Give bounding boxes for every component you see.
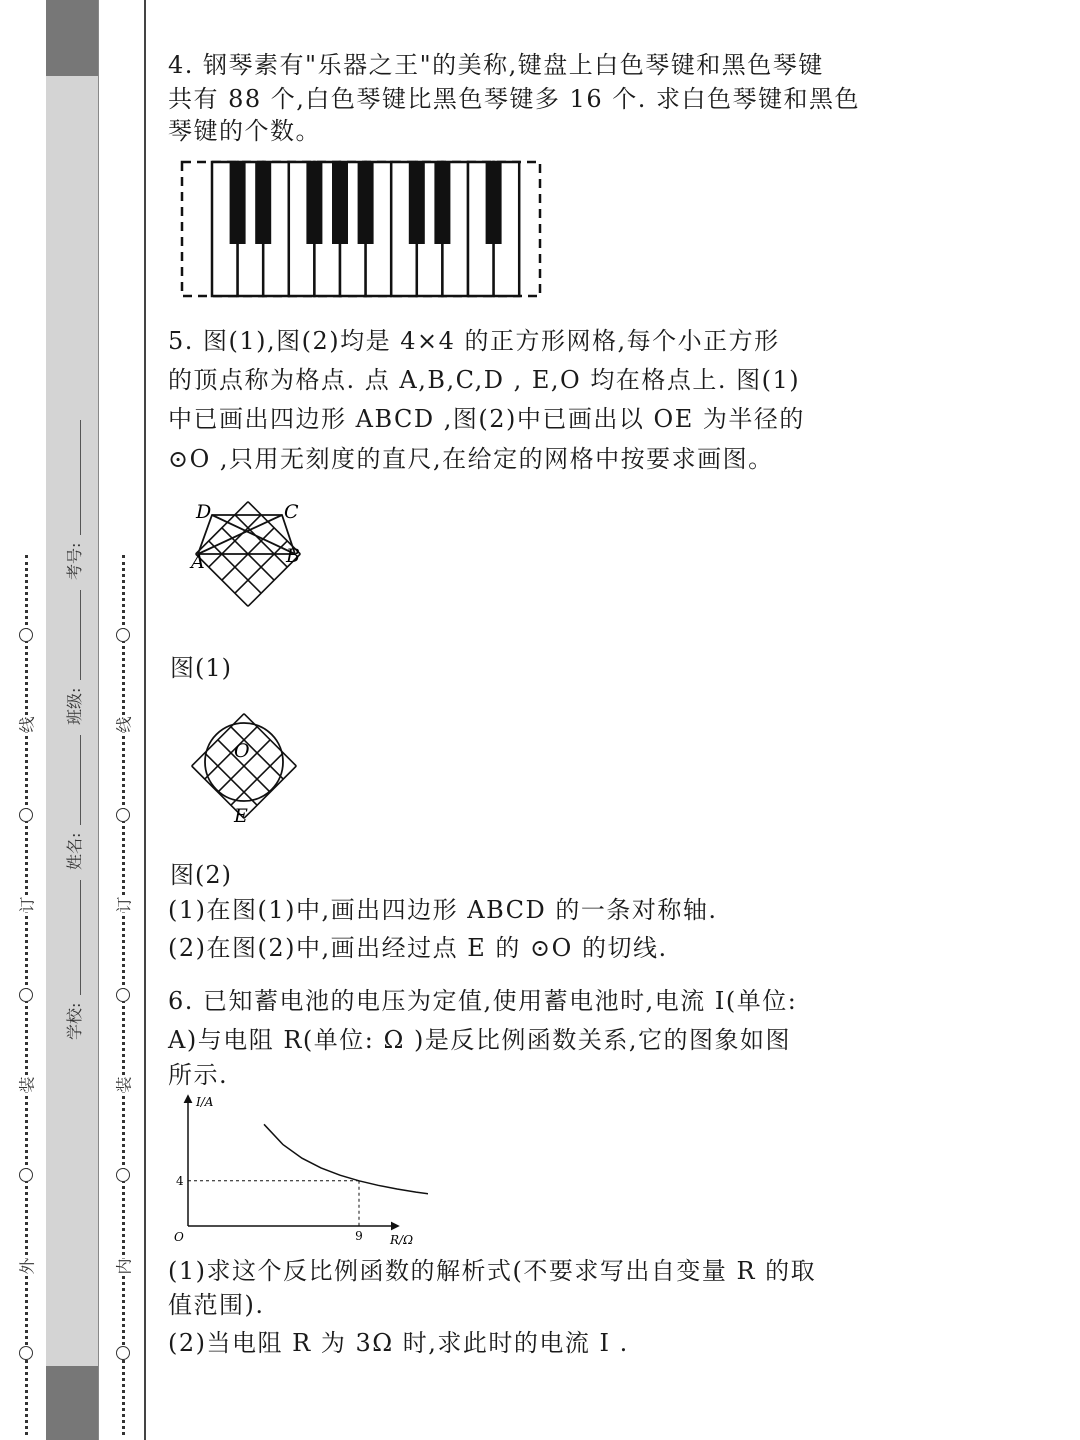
- q6-line-2: A)与电阻 R(单位: Ω )是反比例函数关系,它的图象如图: [168, 1026, 791, 1054]
- q6-line-1: 6. 已知蓄电池的电压为定值,使用蓄电池时,电流 I(单位:: [168, 987, 798, 1015]
- binding-hole: [116, 1346, 130, 1360]
- y-axis-label: I/A: [196, 1095, 214, 1109]
- q4-line-1: 4. 钢琴素有"乐器之王"的美称,键盘上白色琴键和黑色琴键: [168, 51, 824, 79]
- point-e-label: E: [234, 805, 248, 827]
- q5-line-1: 5. 图(1),图(2)均是 4×4 的正方形网格,每个小正方形: [168, 327, 780, 355]
- q5-line-4: ⊙O ,只用无刻度的直尺,在给定的网格中按要求画图。: [168, 445, 774, 473]
- q6-sub-2: (2)当电阻 R 为 3Ω 时,求此时的电流 I .: [168, 1329, 629, 1357]
- black-key: [332, 162, 348, 244]
- name-field-line[interactable]: [80, 735, 81, 825]
- x-axis-label: R/Ω: [390, 1233, 414, 1247]
- q6-sub-1-line-1: (1)求这个反比例函数的解析式(不要求写出自变量 R 的取: [168, 1257, 817, 1285]
- exam-number-field-label: 考号:: [65, 542, 84, 580]
- x-tick-label: 9: [355, 1229, 363, 1243]
- black-key: [306, 162, 322, 244]
- binding-hole: [116, 628, 130, 642]
- q6-sub-1-line-2: 值范围).: [168, 1291, 265, 1319]
- name-field-label: 姓名:: [65, 832, 84, 870]
- binding-hole: [19, 988, 33, 1002]
- y-tick-label: 4: [176, 1173, 184, 1188]
- black-key: [486, 162, 502, 244]
- q6-line-3: 所示.: [168, 1061, 229, 1089]
- q4-line-3: 琴键的个数。: [168, 117, 321, 145]
- binding-hole: [116, 988, 130, 1002]
- point-c-label: C: [284, 501, 299, 523]
- inner-char: 线: [112, 716, 135, 732]
- exam-number-field-line[interactable]: [80, 420, 81, 535]
- inner-char: 内: [112, 1258, 135, 1274]
- outer-char: 装: [15, 1076, 38, 1092]
- black-key: [434, 162, 450, 244]
- black-key: [255, 162, 271, 244]
- piano-keyboard-figure: [178, 158, 546, 300]
- inverse-proportion-curve: [264, 1124, 428, 1194]
- class-field-line[interactable]: [80, 590, 81, 680]
- binding-edge-right: [144, 0, 146, 1440]
- black-key: [358, 162, 374, 244]
- binding-hole: [19, 1346, 33, 1360]
- point-d-label: D: [196, 501, 212, 523]
- q4-line-2: 共有 88 个,白色琴键比黑色琴键多 16 个. 求白色琴键和黑色: [168, 85, 860, 113]
- outer-char: 订: [15, 896, 38, 912]
- binding-hole: [19, 628, 33, 642]
- binding-hole: [116, 808, 130, 822]
- outer-char: 线: [15, 716, 38, 732]
- q5-line-3: 中已画出四边形 ABCD ,图(2)中已画出以 OE 为半径的: [168, 405, 805, 433]
- figure-1-grid: [170, 474, 326, 634]
- inverse-proportion-chart: [168, 1088, 428, 1248]
- figure-1-caption: 图(1): [170, 654, 232, 682]
- binding-hole: [19, 808, 33, 822]
- class-field-label: 班级:: [65, 687, 84, 725]
- binding-hole: [116, 1168, 130, 1182]
- binding-hole: [19, 1168, 33, 1182]
- q5-sub-1: (1)在图(1)中,画出四边形 ABCD 的一条对称轴.: [168, 896, 718, 924]
- outer-char: 外: [15, 1258, 38, 1274]
- figure-2-caption: 图(2): [170, 861, 232, 889]
- origin-label: O: [174, 1230, 184, 1244]
- binding-strip-top-block: [46, 0, 98, 76]
- q5-line-2: 的顶点称为格点. 点 A,B,C,D , E,O 均在格点上. 图(1): [168, 366, 801, 394]
- inner-char: 装: [112, 1076, 135, 1092]
- binding-edge-mid: [98, 0, 99, 1440]
- circle-o: [205, 723, 283, 801]
- binding-strip-bottom-block: [46, 1366, 98, 1440]
- point-a-label: A: [191, 551, 205, 573]
- black-key: [409, 162, 425, 244]
- inner-char: 订: [112, 896, 135, 912]
- point-o-label: O: [234, 740, 250, 762]
- school-field-label: 学校:: [65, 1002, 84, 1040]
- figure-2-grid: [170, 686, 326, 846]
- q5-sub-2: (2)在图(2)中,画出经过点 E 的 ⊙O 的切线.: [168, 934, 668, 962]
- point-b-label: B: [286, 545, 300, 567]
- school-field-line[interactable]: [80, 880, 81, 995]
- black-key: [230, 162, 246, 244]
